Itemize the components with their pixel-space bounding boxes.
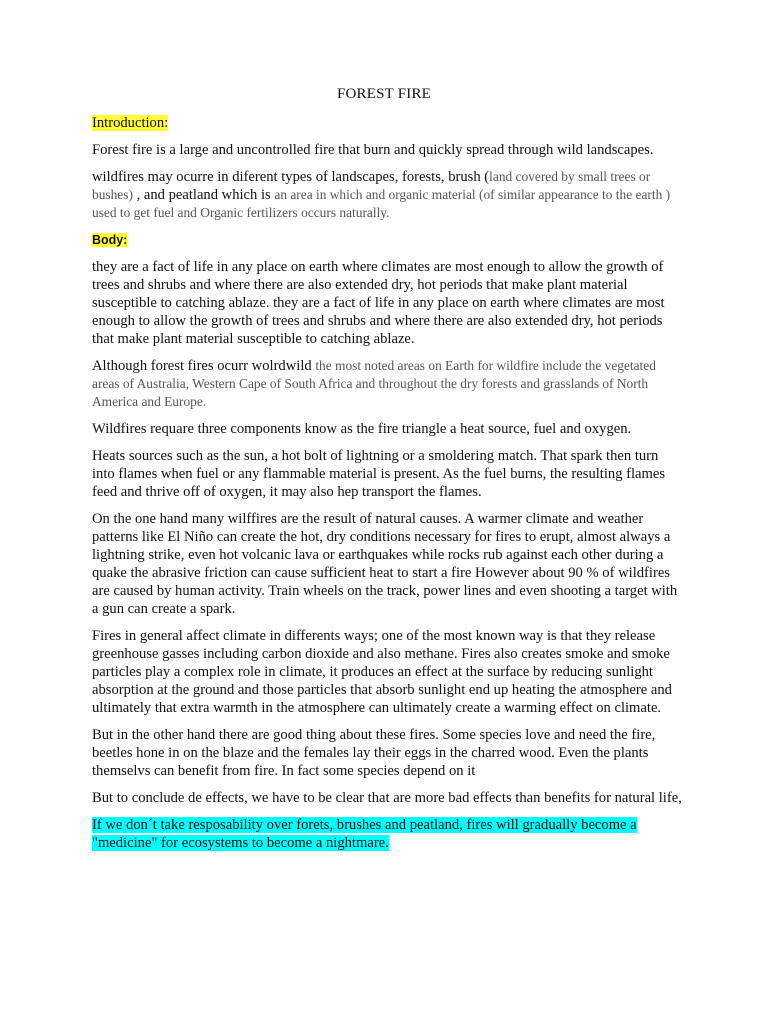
body-heading-text: Body: [92, 233, 128, 247]
body-paragraph-5: On the one hand many wilffires are the result of natural causes. A warmer climate and weather patterns like El Niño can create the hot, dry conditions necessary for fires to erupt, almost always a lightning strike, even hot volcanic lava or earthquakes while rocks rub against each other during a quake the abrasive friction can cause sufficient heat to start a fire However about 90 % of wildfires are caused by human activity. Train wheels on the track, power lines and even shooting a target with a gun can create a spark. [92, 511, 678, 617]
conclusion-paragraph [92, 816, 682, 852]
body-p2-part-b: the most noted areas on Earth for wildfire include the vegetated areas of Australia, Western Cape of South Africa and throughout the dry forests and grasslands of North America and Europe. [92, 358, 656, 409]
body-paragraph-2 [92, 357, 682, 411]
intro-p2-part-b: land covered by small trees or bushes) [92, 169, 651, 202]
body-paragraph-3: Wildfires requare three components know as the fire triangle a heat source, fuel and oxygen. [92, 421, 632, 437]
conclusion-text: If we don´t take resposability over forets, brushes and peatland, fires will gradually become a "medicine" for ecosystems to become a nightmare. [92, 817, 637, 851]
body-heading [92, 231, 682, 249]
intro-p2-part-d: an area in which and organic material (of similar appearance to the earth ) used to get fuel and Organic fertilizers occurs naturally. [92, 187, 671, 220]
intro-p2-part-a: wildfires may ocurre in diferent types of landscapes, forests, brush ( [92, 169, 490, 185]
body-p2-part-a: Although forest fires ocurr wolrdwild [92, 358, 316, 374]
body-paragraph-7: But in the other hand there are good thing about these fires. Some species love and need the fire, beetles hone in on the blaze and the females lay their eggs in the charred wood. Even the plants themselvs can benefit from fire. In fact some species depend on it [92, 727, 656, 779]
intro-heading [92, 114, 682, 132]
intro-paragraph-2 [92, 168, 682, 222]
page-title: FOREST FIRE [336, 86, 432, 102]
body-paragraph-1: they are a fact of life in any place on earth where climates are most enough to allow the growth of trees and shrubs and where there are also extended dry, hot periods that make plant material susceptible to catching ablaze. they are a fact of life in any place on earth where climates are most enough to allow the growth of trees and shrubs and where there are also extended dry, hot periods that make plant material susceptible to catching ablaze. [92, 259, 665, 347]
intro-heading-text: Introduction: [92, 115, 169, 131]
body-paragraph-6: Fires in general affect climate in differents ways; one of the most known way is that they release greenhouse gasses including carbon dioxide and also methane. Fires also creates smoke and smoke particles play a complex role in climate, it produces an effect at the surface by reducing sunlight absorption at the ground and those particles that absorb sunlight end up heating the atmosphere and ultimately that extra warmth in the atmosphere can ultimately create a warming effect on climate. [92, 628, 672, 716]
body-paragraph-8: But to conclude de effects, we have to be clear that are more bad effects than benefits for natural life, [92, 790, 682, 806]
body-paragraph-4: Heats sources such as the sun, a hot bolt of lightning or a smoldering match. That spark then turn into flames when fuel or any flammable material is present. As the fuel burns, the resulting flames feed and thrive off of oxygen, it may also hep transport the flames. [92, 448, 666, 500]
intro-paragraph-1: Forest fire is a large and uncontrolled fire that burn and quickly spread through wild landscapes. [92, 142, 654, 158]
intro-p2-part-c: , and peatland which is [132, 187, 275, 203]
document-body [92, 114, 682, 861]
